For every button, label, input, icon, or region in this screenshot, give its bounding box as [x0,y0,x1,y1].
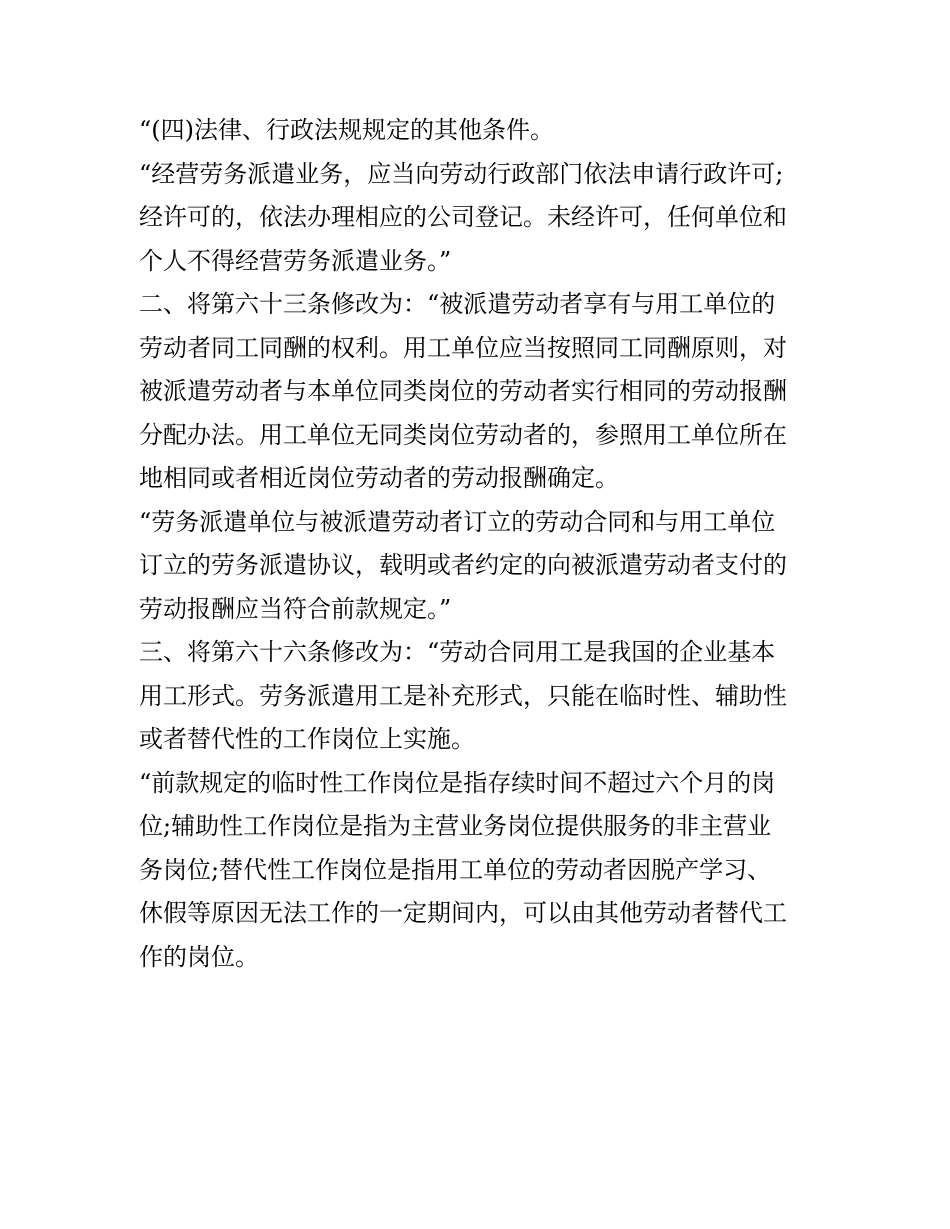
text-line: 地相同或者相近岗位劳动者的劳动报酬确定。 [139,464,619,492]
text-line: 被派遣劳动者与本单位同类岗位的劳动者实行相同的劳动报酬 [139,377,787,405]
document-body [139,109,815,979]
text-line: 订立的劳务派遣协议，载明或者约定的向被派遣劳动者支付的 [139,551,787,579]
text-line: 或者替代性的工作岗位上实施。 [139,725,475,753]
text-line: 用工形式。劳务派遣用工是补充形式，只能在临时性、辅助性 [139,681,787,710]
text-line: “经营劳务派遣业务，应当向劳动行政部门依法申请行政许可; [139,159,784,188]
text-line: 个人不得经营劳务派遣业务。” [139,246,452,275]
text-line: 休假等原因无法工作的一定期间内，可以由其他劳动者替代工 [139,899,787,927]
text-line: 作的岗位。 [139,942,259,971]
text-line: “前款规定的临时性工作岗位是指存续时间不超过六个月的岗 [139,768,776,797]
text-line: “劳务派遣单位与被派遣劳动者订立的劳动合同和与用工单位 [139,507,776,536]
text-line: “(四)法律、行政法规规定的其他条件。 [139,116,554,144]
text-line: 位;辅助性工作岗位是指为主营业务岗位提供服务的非主营业 [139,812,772,840]
text-line: 劳动报酬应当符合前款规定。” [139,594,452,623]
text-line: 务岗位;替代性工作岗位是指用工单位的劳动者因脱产学习、 [139,855,772,884]
text-line: 分配办法。用工单位无同类岗位劳动者的，参照用工单位所在 [139,420,787,449]
text-line: 三、将第六十六条修改为：“劳动合同用工是我国的企业基本 [139,638,776,666]
text-line: 二、将第六十三条修改为：“被派遣劳动者享有与用工单位的 [139,290,776,318]
text-line: 经许可的，依法办理相应的公司登记。未经许可，任何单位和 [139,203,787,231]
text-line: 劳动者同工同酬的权利。用工单位应当按照同工同酬原则，对 [139,333,787,362]
